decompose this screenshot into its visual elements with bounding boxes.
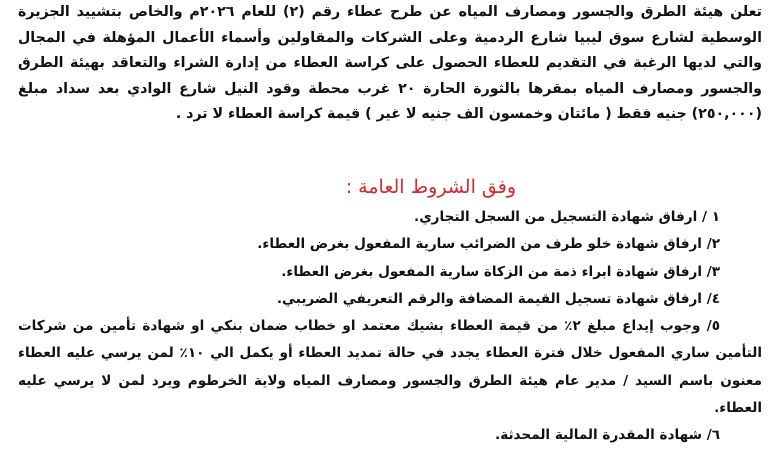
condition-text: ارفاق شهادة ابراء ذمة من الزكاة سارية المفعول بغرض العطاء. [281,263,702,280]
condition-text: ارفاق شهادة خلو طرف من الضرائب سارية المفعول بغرض العطاء. [257,236,702,253]
condition-item-2 [18,231,720,258]
condition-text: شهادة المقدرة المالية المحدثة. [495,427,702,444]
condition-number: ٦/ [706,427,720,444]
intro-section [18,0,762,128]
condition-item-4 [18,286,720,313]
condition-number: ١ / [701,209,720,225]
condition-number: ٢/ [706,236,720,253]
condition-text: ارفاق شهادة تسجيل القيمة المضافة والرقم التعريفي الضريبي. [276,290,702,307]
conditions-list [18,204,762,450]
condition-number: ٣/ [706,263,720,280]
condition-item-1 [18,204,720,231]
condition-item-6 [18,422,720,449]
condition-item-5 [18,313,762,422]
condition-text: وجوب إيداع مبلغ ٢٪ من قيمة العطاء بشيك معتمد او خطاب ضمان بنكي او شهادة تأمين من شركات التأمين ساري المفعول خلال فترة العطاء يجدد في حالة تمديد العطاء أو يكمل الي ١٠٪ لمن يرسي عليه العطاء معنون باسم السيد / مدير عام هيئة الطرق والجسور ومصارف المياه ولاية الخرطوم ويرد لمن لا يرسي عليه العطاء. [18,318,762,417]
general-conditions-heading: وفق الشروط العامة : [345,176,516,198]
condition-number: ٥/ [706,318,721,335]
condition-item-3 [18,259,720,286]
intro-paragraph: تعلن هيئة الطرق والجسور ومصارف المياه عن طرح عطاء رقم (٢) للعام ٢٠٢٦م والخاص بتشييد الجزيرة الوسطية لشارع سوق ليبيا شارع الردمية وعلى الشركات والمقاولين وأسماء الأعمال المؤهلة في المجال والتي لديها الرغبة في التقديم للعطاء الحصول على كراسة العطاء من إدارة الشراء والتعاقد بهيئة الطرق والجسور ومصارف المياه بمقرها بالثورة الحارة ٢٠ غرب محطة وقود النيل شارع الوادي بعد سداد مبلغ (٢٥٠,٠٠٠) جنيه فقط ( مائتان وخمسون الف جنيه لا غير ) قيمة كراسة العطاء لا ترد . [18,4,762,122]
condition-number: ٤/ [706,290,720,307]
condition-text: ارفاق شهادة التسجيل من السجل التجاري. [414,209,698,225]
